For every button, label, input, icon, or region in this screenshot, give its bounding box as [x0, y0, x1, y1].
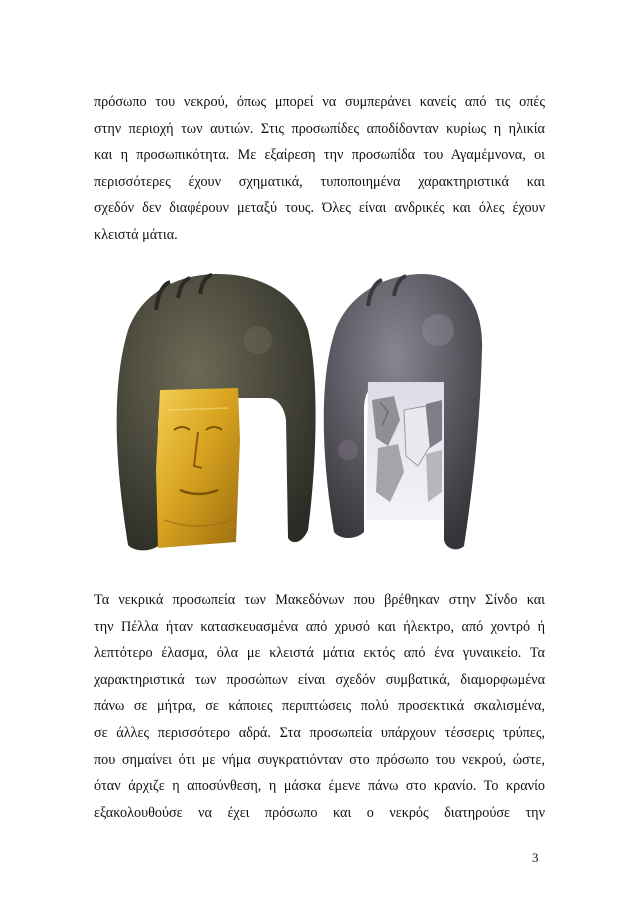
- text-line: χαρακτηριστικά των προσώπων είναι σχεδόν συμβατικά, διαμορφωμένα: [94, 671, 545, 688]
- paragraph-1: [94, 89, 545, 249]
- text-line: πάνω σε μήτρα, σε κάποιες περιπτώσεις πολύ προσεκτικά σκαλισμένα,: [94, 698, 545, 715]
- text-line: και η προσωπικότητα. Με εξαίρεση την προσωπίδα του Αγαμέμνονα, οι: [94, 147, 545, 164]
- iron-helmet-with-silver-fragments-icon: [324, 274, 482, 549]
- text-line: κλειστά μάτια.: [94, 226, 178, 243]
- text-line: όταν άρχιζε η αποσύνθεση, η μάσκα έμενε πάνω στο κρανίο. Το κρανίο: [94, 778, 545, 795]
- text-line: εξακολουθούσε να έχει πρόσωπο και ο νεκρός διατηρούσε την: [94, 804, 545, 821]
- bronze-helmet-with-gold-mask-icon: [117, 274, 316, 550]
- text-line: στην περιοχή των αυτιών. Στις προσωπίδες αποδίδονταν κυρίως η ηλικία: [94, 120, 545, 137]
- helmets-illustration: [108, 270, 484, 560]
- text-line: περισσότερες έχουν σχηματικά, τυποποιημένα χαρακτηριστικά και: [94, 173, 545, 190]
- text-line: σχεδόν δεν διαφέρουν μεταξύ τους. Όλες είναι ανδρικές και όλες έχουν: [94, 200, 545, 217]
- text-line: Τα νεκρικά προσωπεία των Μακεδόνων που βρέθηκαν στην Σίνδο και: [94, 592, 545, 608]
- text-line: πρόσωπο του νεκρού, όπως μπορεί να συμπεράνει κανείς από τις οπές: [94, 94, 545, 110]
- text-line: που σημαίνει ότι με νήμα συγκρατιόνταν στο πρόσωπο του νεκρού, ώστε,: [94, 751, 545, 768]
- paragraph-2: [94, 587, 545, 826]
- text-line: την Πέλλα ήταν κατασκευασμένα από χρυσό και ήλεκτρο, από χοντρό ή: [94, 618, 545, 635]
- text-line: λεπτότερο έλασμα, όλα με κλειστά μάτια εκτός από ένα γυναικείο. Τα: [94, 645, 545, 662]
- text-line: σε άλλες περισσότερο αδρά. Στα προσωπεία υπάρχουν τέσσερις τρύπες,: [94, 724, 545, 741]
- helmets-figure: [108, 270, 484, 560]
- page-number: 3: [532, 850, 539, 865]
